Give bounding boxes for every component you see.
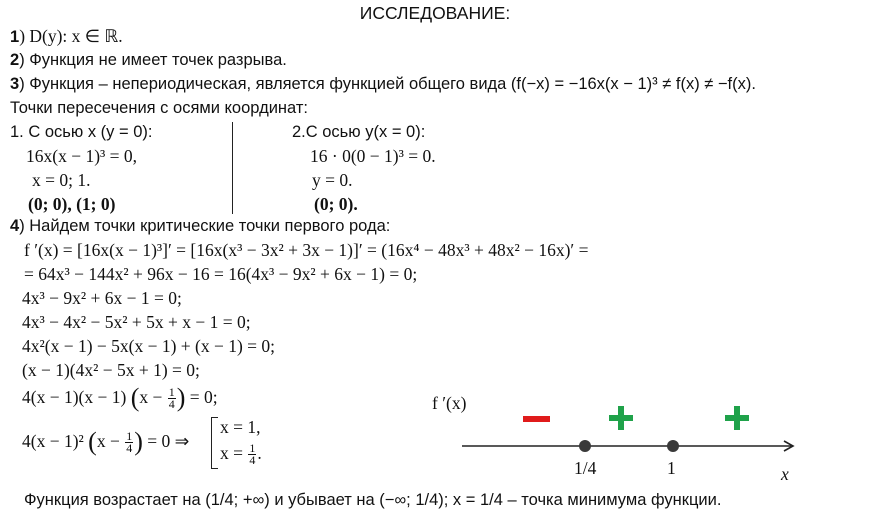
- item-4-text: ) Найдем точки критические точки первого рода:: [19, 217, 391, 235]
- factored-suffix: = 0;: [185, 387, 218, 407]
- root-2-suffix: .: [257, 443, 262, 463]
- left-paren: (: [88, 427, 97, 456]
- fraction-denominator: 4: [168, 397, 175, 412]
- derivation-line-1: f ′(x) = [16x(x − 1)³]′ = [16x(x³ − 3x² + 3x − 1)]′ = (16x⁴ − 48x³ + 48x² − 16x)′ =: [24, 240, 589, 260]
- critical-point-one: [667, 440, 679, 452]
- plus-sign: [725, 406, 749, 430]
- axis-y-points: (0; 0).: [314, 194, 358, 214]
- conclusion: Функция возрастает на (1/4; +∞) и убывает на (−∞; 1/4); x = 1/4 – точка минимума функции.: [24, 491, 722, 509]
- fraction-denominator: 4: [249, 453, 256, 468]
- axis-y-value: y = 0.: [312, 170, 353, 190]
- item-1-number: 1: [10, 28, 20, 46]
- critical-point-quarter: [579, 440, 591, 452]
- item-3-number: 3: [10, 75, 20, 93]
- derivation-line-4: 4x³ − 4x² − 5x² + 5x + x − 1 = 0;: [22, 312, 251, 332]
- root-2-prefix: x =: [220, 443, 243, 463]
- factored-prefix: 4(x − 1)(x − 1): [22, 387, 127, 407]
- derivation-line-2: = 64x³ − 144x² + 96x − 16 = 16(4x³ − 9x² + 6x − 1) = 0;: [24, 264, 418, 284]
- derivation-line-6: (x − 1)(4x² − 5x + 1) = 0;: [22, 360, 200, 380]
- item-2-text: ) Функция не имеет точек разрыва.: [19, 51, 287, 69]
- axis-y-heading: 2.С осью y(x = 0):: [292, 123, 426, 141]
- fraction-denominator: 4: [126, 441, 133, 456]
- item-2-number: 2: [10, 51, 20, 69]
- minus-sign: [523, 416, 550, 422]
- point-label-one: 1: [667, 458, 676, 478]
- fraction-numerator: 1: [249, 441, 256, 456]
- point-label-quarter: 1/4: [574, 458, 597, 478]
- fraction-numerator: 1: [126, 429, 133, 444]
- item-1-text: ) D(y): x ∈ ℝ.: [19, 26, 123, 46]
- right-paren: ): [176, 383, 186, 412]
- squared-x: x −: [96, 431, 120, 451]
- item-4-number: 4: [10, 217, 20, 235]
- axis-x-equation: 16x(x − 1)³ = 0,: [26, 146, 138, 166]
- factored-x: x −: [139, 387, 163, 407]
- derivation-line-3: 4x³ − 9x² + 6x − 1 = 0;: [22, 288, 182, 308]
- axis-x-heading: 1. С осью x (y = 0):: [10, 123, 153, 141]
- axis-x-roots: x = 0; 1.: [32, 170, 91, 190]
- derivation-line-5: 4x²(x − 1) − 5x(x − 1) + (x − 1) = 0;: [22, 336, 276, 356]
- left-paren: (: [130, 383, 140, 412]
- root-1: x = 1,: [220, 417, 261, 437]
- squared-suffix: = 0 ⇒: [142, 431, 190, 451]
- fraction-numerator: 1: [168, 385, 175, 400]
- x-axis-label: x: [781, 464, 789, 484]
- right-paren: ): [134, 427, 143, 456]
- item-3-text: ) Функция – непериодическая, является функцией общего вида (f(−x) = −16x(x − 1)³ ≠ f(x) ≠ −f(x).: [19, 75, 756, 93]
- sign-chart-label: f ′(x): [432, 393, 467, 413]
- axis-y-equation: 16 · 0(0 − 1)³ = 0.: [310, 146, 436, 166]
- page-title: ИССЛЕДОВАНИЕ:: [359, 3, 511, 23]
- plus-sign: [609, 406, 633, 430]
- axis-x-points: (0; 0), (1; 0): [28, 194, 116, 214]
- intersections-heading: Точки пересечения с осями координат:: [10, 99, 308, 117]
- squared-prefix: 4(x − 1)²: [22, 431, 84, 451]
